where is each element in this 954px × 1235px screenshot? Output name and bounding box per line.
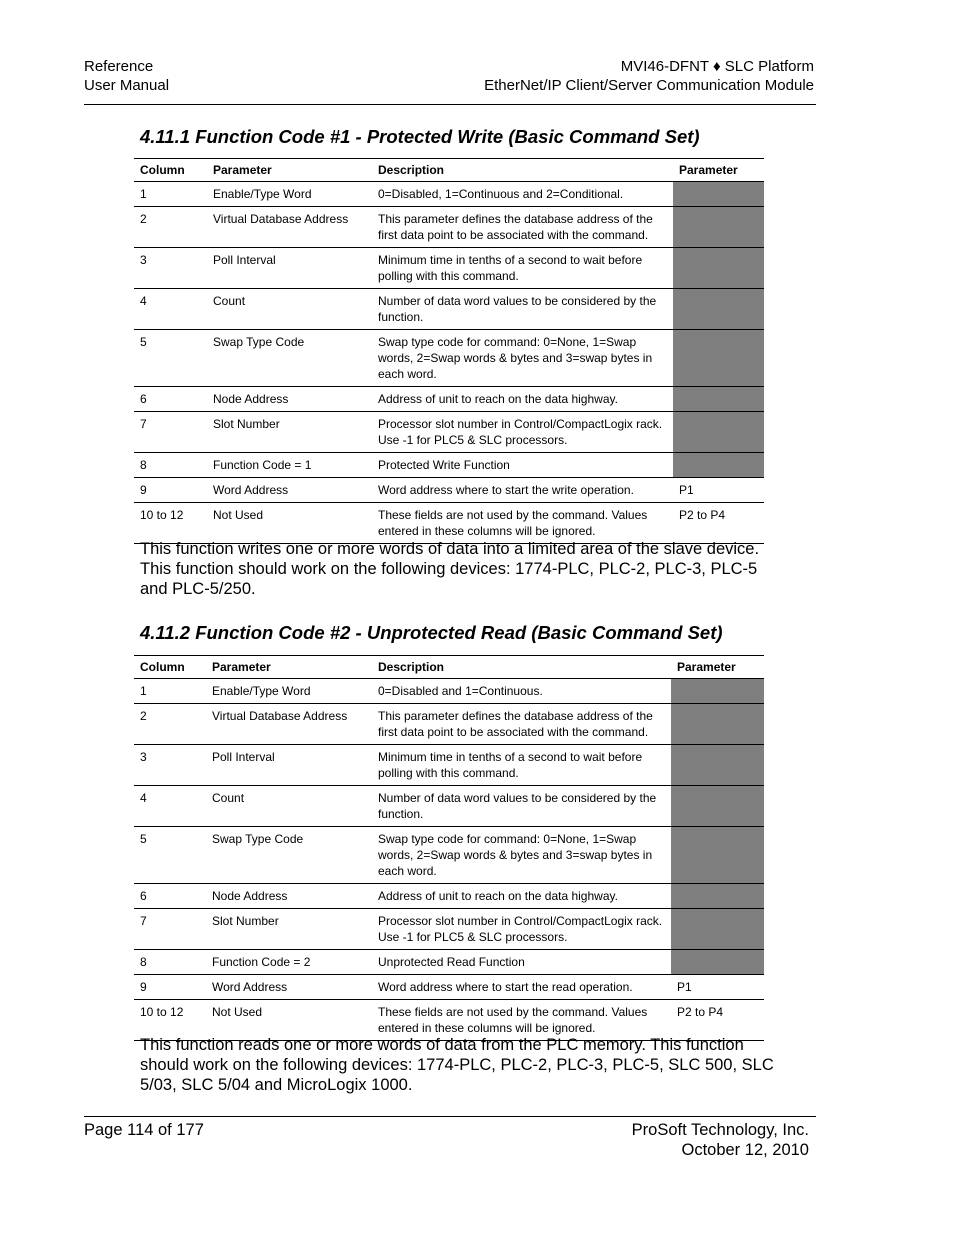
table-row [134,330,764,387]
cell-column: 9 [134,478,207,503]
section1-table [134,158,764,544]
table-row [134,289,764,330]
cell-column: 8 [134,950,206,975]
cell-description: Protected Write Function [372,453,673,478]
cell-column: 9 [134,975,206,1000]
table-row [134,704,764,745]
table-row [134,248,764,289]
cell-parameter-value [673,289,764,330]
cell-parameter-value [671,827,764,884]
section1-title: 4.11.1 Function Code #1 - Protected Write (Basic Command Set) [140,126,700,147]
cell-description: Minimum time in tenths of a second to wait before polling with this command. [372,248,673,289]
cell-column: 3 [134,248,207,289]
cell-parameter: Poll Interval [207,248,372,289]
table-row [134,950,764,975]
cell-column: 1 [134,182,207,207]
cell-column: 6 [134,884,206,909]
cell-column: 6 [134,387,207,412]
table-row [134,679,764,704]
cell-parameter-value [673,330,764,387]
cell-parameter-value [673,453,764,478]
cell-parameter-value [671,950,764,975]
table-row [134,453,764,478]
table-row [134,412,764,453]
cell-parameter: Not Used [206,1000,372,1041]
cell-parameter-value [673,182,764,207]
cell-parameter: Node Address [207,387,372,412]
cell-description: Number of data word values to be considered by the function. [372,289,673,330]
cell-column: 1 [134,679,206,704]
column-header-parameter: Parameter [206,656,372,679]
cell-column: 7 [134,909,206,950]
cell-description: Address of unit to reach on the data highway. [372,884,671,909]
cell-parameter-value [671,909,764,950]
cell-column: 8 [134,453,207,478]
cell-parameter: Count [207,289,372,330]
table-row [134,387,764,412]
header-left [84,57,169,95]
cell-column: 2 [134,207,207,248]
cell-description: Swap type code for command: 0=None, 1=Swap words, 2=Swap words & bytes and 3=swap bytes in each word. [372,330,673,387]
cell-parameter: Word Address [207,478,372,503]
column-header-description: Description [372,656,671,679]
cell-description: Swap type code for command: 0=None, 1=Swap words, 2=Swap words & bytes and 3=swap bytes in each word. [372,827,671,884]
cell-column: 7 [134,412,207,453]
cell-description: Unprotected Read Function [372,950,671,975]
cell-parameter-value [671,786,764,827]
cell-column: 4 [134,289,207,330]
cell-description: This parameter defines the database address of the first data point to be associated with the command. [372,207,673,248]
cell-description: Processor slot number in Control/CompactLogix rack. Use -1 for PLC5 & SLC processors. [372,909,671,950]
cell-column: 10 to 12 [134,503,207,544]
cell-column: 4 [134,786,206,827]
cell-parameter-value: P1 [673,478,764,503]
cell-parameter-value [673,412,764,453]
page-number: Page 114 of 177 [84,1121,204,1139]
cell-description: Minimum time in tenths of a second to wait before polling with this command. [372,745,671,786]
header-rule [84,104,816,105]
cell-description: This parameter defines the database address of the first data point to be associated with the command. [372,704,671,745]
table-row [134,207,764,248]
column-header-description: Description [372,159,673,182]
cell-parameter: Slot Number [207,412,372,453]
footer-right [632,1120,809,1160]
footer-rule [84,1116,816,1117]
cell-parameter: Virtual Database Address [207,207,372,248]
cell-parameter-value [673,248,764,289]
cell-parameter: Virtual Database Address [206,704,372,745]
cell-parameter: Count [206,786,372,827]
cell-parameter-value: P2 to P4 [673,503,764,544]
cell-description: Word address where to start the read operation. [372,975,671,1000]
cell-description: 0=Disabled, 1=Continuous and 2=Conditional. [372,182,673,207]
cell-parameter: Node Address [206,884,372,909]
section1-body-text: This function writes one or more words of data into a limited area of the slave device. This function should work on the following devices: 1774-PLC, PLC-2, PLC-3, PLC-5 and PLC-5/250. [140,540,760,598]
header-right [484,57,814,95]
cell-parameter: Function Code = 1 [207,453,372,478]
cell-parameter-value: P1 [671,975,764,1000]
cell-description: Processor slot number in Control/CompactLogix rack. Use -1 for PLC5 & SLC processors. [372,412,673,453]
table-row [134,478,764,503]
cell-column: 10 to 12 [134,1000,206,1041]
cell-description: Number of data word values to be considered by the function. [372,786,671,827]
header-product-name: MVI46-DFNT ♦ SLC Platform [620,58,814,75]
cell-parameter: Swap Type Code [207,330,372,387]
section2-table [134,655,764,1041]
cell-column: 2 [134,704,206,745]
section2-body-text: This function reads one or more words of data from the PLC memory. This function should work on the following devices: 1774-PLC, PLC-2, PLC-3, PLC-5, SLC 500, SLC 5/03, SLC 5/04 and MicroLogix 1000. [140,1036,774,1094]
cell-description: These fields are not used by the command. Values entered in these columns will be ignored. [372,503,673,544]
cell-description: Word address where to start the write operation. [372,478,673,503]
cell-parameter-value [673,207,764,248]
table-row [134,745,764,786]
cell-parameter: Function Code = 2 [206,950,372,975]
cell-parameter-value: P2 to P4 [671,1000,764,1041]
column-header-parameter-value: Parameter [671,656,764,679]
table-row [134,975,764,1000]
cell-parameter: Enable/Type Word [207,182,372,207]
table-row [134,503,764,544]
cell-description: Address of unit to reach on the data highway. [372,387,673,412]
cell-parameter-value [671,884,764,909]
table-row [134,786,764,827]
table-row [134,827,764,884]
cell-parameter-value [673,387,764,412]
cell-parameter: Enable/Type Word [206,679,372,704]
cell-column: 5 [134,330,207,387]
cell-parameter: Word Address [206,975,372,1000]
table-header-row [134,159,764,182]
header-manual-name: User Manual [84,77,170,94]
cell-description: These fields are not used by the command. Values entered in these columns will be ignored. [372,1000,671,1041]
table-row [134,909,764,950]
cell-column: 3 [134,745,206,786]
cell-parameter-value [671,679,764,704]
table-row [134,182,764,207]
publish-date: October 12, 2010 [681,1141,809,1159]
cell-column: 5 [134,827,206,884]
cell-parameter: Not Used [207,503,372,544]
column-header-parameter-value: Parameter [673,159,764,182]
cell-parameter-value [671,704,764,745]
header-section-name: Reference [84,58,154,75]
cell-parameter: Swap Type Code [206,827,372,884]
table-row [134,884,764,909]
header-product-desc: EtherNet/IP Client/Server Communication Module [484,77,814,94]
section2-title: 4.11.2 Function Code #2 - Unprotected Read (Basic Command Set) [140,622,723,643]
table-header-row [134,656,764,679]
column-header-column: Column [134,656,206,679]
cell-parameter-value [671,745,764,786]
column-header-parameter: Parameter [207,159,372,182]
column-header-column: Column [134,159,207,182]
company-name: ProSoft Technology, Inc. [631,1121,809,1139]
cell-description: 0=Disabled and 1=Continuous. [372,679,671,704]
cell-parameter: Slot Number [206,909,372,950]
cell-parameter: Poll Interval [206,745,372,786]
